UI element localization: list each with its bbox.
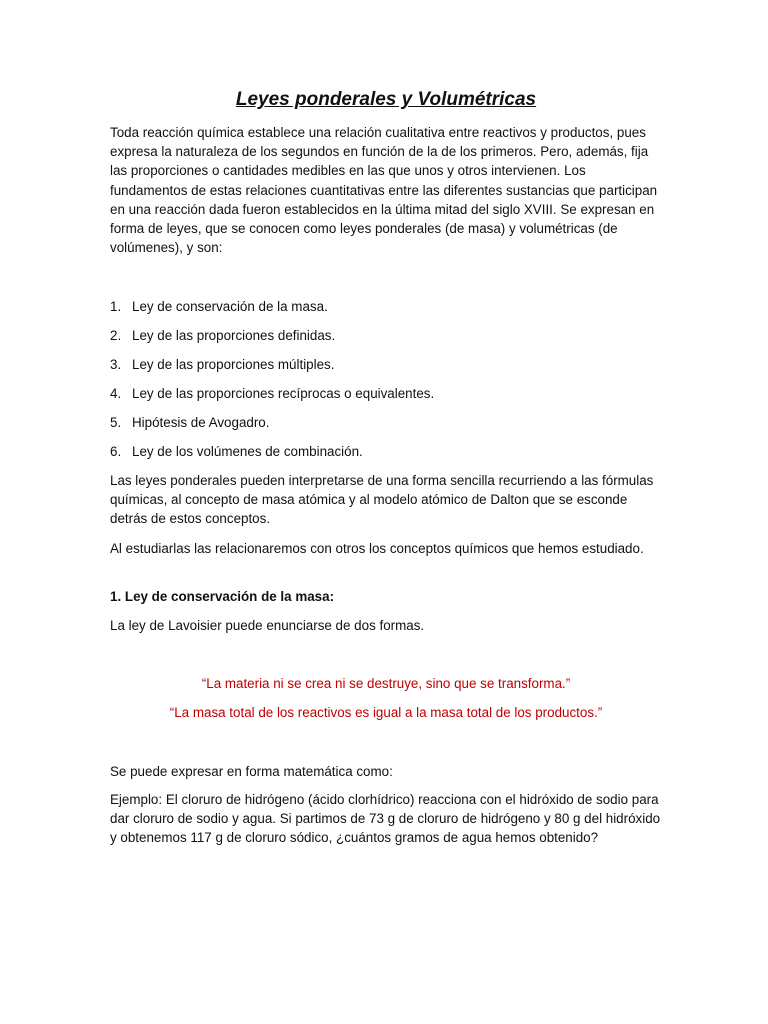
list-item-number: 5.: [110, 415, 122, 430]
example-paragraph: Ejemplo: El cloruro de hidrógeno (ácido clorhídrico) reacciona con el hidróxido de sodio para dar cloruro de sodio y agua. Si partimos de 73 g de cloruro de hidrógeno y 80 g del hidróxido y obtenemos 117 g de cloruro sódico, ¿cuántos gramos de agua hemos obtenido?: [110, 792, 661, 846]
relation-paragraph: Al estudiarlas las relacionaremos con otros los conceptos químicos que hemos estudiado.: [110, 541, 644, 556]
list-item-number: 4.: [110, 386, 122, 401]
list-item-text: Ley de las proporciones recíprocas o equivalentes.: [132, 386, 435, 401]
math-expression-paragraph: Se puede expresar en forma matemática como:: [110, 764, 393, 779]
list-item: [110, 326, 662, 355]
list-item: [110, 384, 662, 413]
interpretation-paragraph: Las leyes ponderales pueden interpretarse de una forma sencilla recurriendo a las fórmulas químicas, al concepto de masa atómica y al modelo atómico de Dalton que se esconde detrás de estos conceptos.: [110, 473, 654, 527]
list-item: [110, 297, 662, 326]
list-item-number: 1.: [110, 299, 122, 314]
list-item: [110, 442, 662, 471]
intro-paragraph: Toda reacción química establece una relación cualitativa entre reactivos y productos, pues expresa la naturaleza de los segundos en función de la de los primeros. Pero, además, fija las proporciones o cantidades medibles en las que unos y otros intervienen. Los fundamentos de estas relaciones cuantitativas entre las diferentes sustancias que participan en una reacción dada fueron establecidos en la última mitad del siglo XVIII. Se expresan en forma de leyes, que se conocen como leyes ponderales (de masa) y volumétricas (de volúmenes), y son:: [110, 125, 658, 256]
list-item-text: Ley de las proporciones múltiples.: [132, 357, 335, 372]
list-item-text: Ley de los volúmenes de combinación.: [132, 444, 363, 459]
document-title: Leyes ponderales y Volumétricas: [235, 89, 537, 110]
list-item-text: Ley de las proporciones definidas.: [132, 328, 336, 343]
quote-first: “La materia ni se crea ni se destruye, sino que se transforma.”: [201, 676, 571, 691]
list-item-number: 6.: [110, 444, 122, 459]
quote-second: “La masa total de los reactivos es igual a la masa total de los productos.”: [169, 705, 603, 720]
list-item: [110, 413, 662, 442]
section-intro-paragraph: La ley de Lavoisier puede enunciarse de dos formas.: [110, 618, 425, 633]
list-item-number: 2.: [110, 328, 122, 343]
list-item-text: Hipótesis de Avogadro.: [132, 415, 270, 430]
section-heading: 1. Ley de conservación de la masa:: [110, 589, 335, 604]
laws-list: [110, 297, 662, 471]
list-item-text: Ley de conservación de la masa.: [132, 299, 328, 314]
list-item-number: 3.: [110, 357, 122, 372]
list-item: [110, 355, 662, 384]
